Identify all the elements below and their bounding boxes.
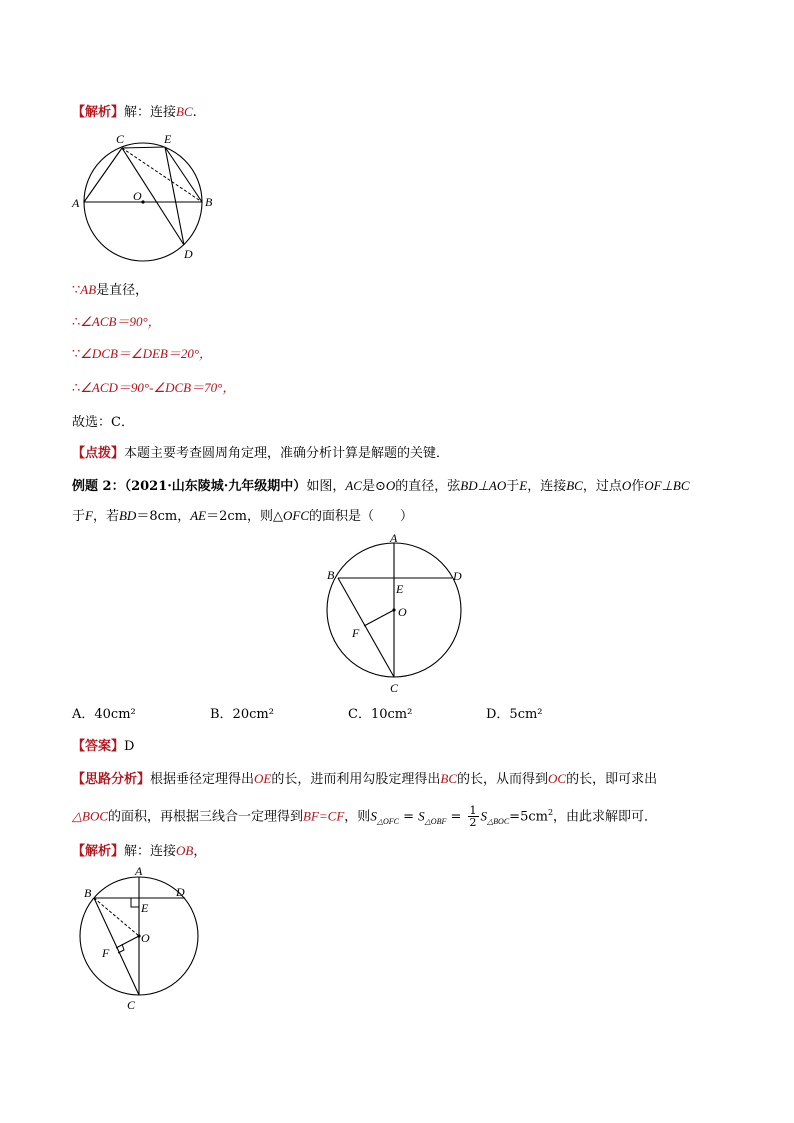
fig3-label-o: O [141,931,150,945]
ex-var: AE [190,508,207,523]
tip-line [72,445,449,463]
fig1-label-e: E [164,132,172,146]
fig3-label-b: B [84,886,92,900]
options-row [72,706,672,724]
formula-sup: 2 [547,808,554,817]
analysis-text: 的长，进而利用勾股定理得出 [271,772,441,787]
ex-text: 于 [72,509,86,524]
ex-var: E [519,478,528,493]
analysis-text: 的面积，再根据三线合一定理得到 [108,809,304,825]
step-text: 是直径， [96,283,149,298]
ex-var: BC [566,478,583,493]
sol2-text: 解：连接 [124,844,177,859]
formula-eq: = [398,809,419,825]
choice-line: 故选：C． [72,415,134,430]
sol2-header [72,842,206,861]
fig2-label-o: O [398,605,407,619]
ex-text: 作 [631,479,645,494]
fraction-denominator: 2 [469,816,477,830]
sol2-end: ， [193,844,207,859]
sol1-var: BC [176,104,193,119]
analysis-line2 [72,800,657,835]
sol1-end: . [192,105,197,120]
ex-text: ＝2cm，则△ [206,509,283,524]
analysis-text: ，则 [344,809,371,825]
step-symbol: ∴ [72,315,81,330]
step-symbol: ∵ [72,283,81,298]
step-expr: ∠DCB＝∠DEB＝20°， [80,346,213,361]
analysis-line1 [72,770,657,789]
sol1-header [72,103,197,122]
ex-text: ，过点 [582,479,622,494]
ex-var: AC [345,478,362,493]
ex-var: OFC [283,508,309,523]
formula-sub: △OFC [376,816,399,826]
ex-text: ，若 [92,509,119,524]
formula-s: S [480,808,488,824]
step-2 [72,313,161,332]
fraction-numerator: 1 [469,804,477,818]
fig1-label-b: B [205,195,213,209]
step-expr: ∠ACD＝90°-∠DCB＝70°， [80,380,236,395]
fig2-label-d: D [453,569,462,583]
analysis-var: BC [440,771,458,786]
tip-text: 本题主要考查圆周角定理，准确分析计算是解题的关键． [124,446,450,461]
formula-fraction [468,805,479,828]
example-2-line1 [72,477,690,496]
ex-text: ＝8cm， [136,509,191,524]
option-a[interactable]: A．40cm² [72,707,136,722]
analysis-var: △BOC [72,808,108,824]
ex-var: BD⊥AO [460,478,507,493]
sol2-var: OB [176,843,194,858]
ex-text: 如图， [306,479,346,494]
ex-text: ，连接 [527,479,567,494]
fig3-label-f: F [102,946,110,960]
fig3-label-a: A [135,864,143,878]
ex-text: 于 [506,479,520,494]
fig2-label-a: A [390,531,398,545]
ex-text: 是⊙ [361,479,386,494]
formula-s: S [418,808,425,824]
fig1-label-o: O [133,189,142,203]
ex-text: 的直径，弦 [395,479,461,494]
analysis-tag: 【解析】 [72,844,125,859]
fig3-label-c: C [127,998,136,1012]
answer-tag: 【答案】 [72,739,125,754]
fig3-label-d: D [176,885,185,899]
step-4 [72,379,235,398]
fig2-label-c: C [390,681,399,695]
tip-tag: 【点拨】 [72,446,125,461]
answer-line [72,738,134,756]
step-symbol: ∵ [72,347,81,362]
answer-value: D [124,739,135,754]
formula-sub: △BOC [487,816,510,826]
step-symbol: ∴ [72,381,81,396]
analysis-var: OE [254,771,272,786]
figure-3 [74,862,224,1017]
analysis-var: OC [548,771,567,786]
step-expr: AB [80,282,97,297]
ex-text: 的面积是（ ） [309,509,414,524]
ex-var: O [621,478,632,493]
example-source: （2021·山东陵城·九年级期中） [124,479,307,494]
ex-var: F [85,508,93,523]
ex-var: BD [118,508,137,523]
option-b[interactable]: B．20cm² [210,707,274,722]
fig1-label-c: C [116,132,125,146]
formula-sub: △OBF [424,816,447,826]
analysis-tag: 【解析】 [72,105,125,120]
ex-var: O [385,478,396,493]
analysis-tag: 【思路分析】 [72,772,151,787]
formula-eq: = [446,809,466,825]
fig2-label-b: B [327,568,335,582]
step-expr: ∠ACB＝90°， [80,314,161,329]
analysis-var: BF=CF [303,808,345,824]
ex-var: OF⊥BC [644,478,690,493]
sol1-text: 解：连接 [124,105,177,120]
figure-2 [316,530,476,700]
analysis-text: ，由此求解即可． [553,809,658,825]
fig1-label-a: A [72,196,80,210]
analysis-text: 的长，从而得到 [457,772,549,787]
fig1-label-d: D [184,247,193,261]
figure-1 [66,128,226,263]
step-3 [72,345,212,364]
example-2-line2 [72,507,413,526]
step-1 [72,281,148,300]
option-c[interactable]: C．10cm² [348,707,413,722]
option-d[interactable]: D．5cm² [486,707,543,722]
fig2-label-f: F [352,626,360,640]
example-label: 例题 2： [72,479,125,494]
formula-s: S [370,808,377,824]
fig2-label-e: E [396,582,404,596]
formula-value: =5cm [509,809,548,825]
analysis-text: 的长，即可求出 [566,772,658,787]
fig3-label-e: E [141,901,149,915]
analysis-text: 根据垂径定理得出 [150,772,255,787]
